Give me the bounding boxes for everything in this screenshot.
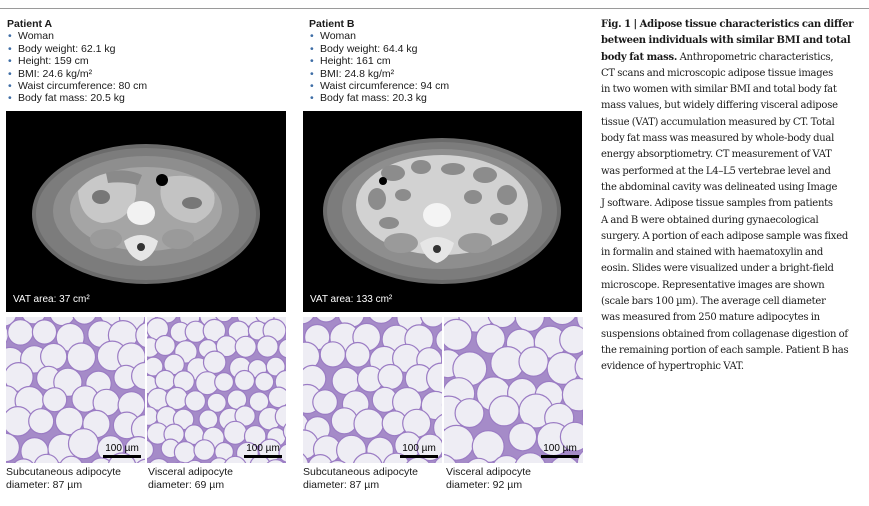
scale-bar-b-subcut [400, 443, 438, 458]
histology-b-visceral [444, 317, 583, 463]
patient-b-height: • Height: 161 cm [309, 55, 599, 67]
patient-a-bmi: • BMI: 24.6 kg/m² [7, 68, 297, 80]
scale-label: 100 µm [402, 443, 436, 454]
scale-bar-a-subcut [103, 443, 141, 458]
caption-title-end: body fat mass. [601, 51, 678, 63]
caption-a-subcut [6, 466, 121, 492]
patient-a-sex: • Woman [7, 30, 297, 42]
scale-line [541, 455, 579, 458]
ct-scan-patient-a [6, 111, 286, 312]
vat-area-label-b: VAT area: 133 cm² [310, 294, 393, 305]
patient-b-waist: • Waist circumference: 94 cm [309, 80, 599, 92]
figure-caption [601, 17, 869, 376]
ct-scan-patient-b [303, 111, 582, 312]
caption-text-line: body fat mass was measured by whole-body dual [601, 133, 835, 145]
caption-mixed-line [601, 50, 869, 66]
patient-b-weight: • Body weight: 64.4 kg [309, 43, 599, 55]
caption-title-line: between individuals with similar BMI and total [601, 35, 851, 47]
caption-text-line: the remaining portion of each sample. Patient B has [601, 344, 849, 356]
adipocyte-cells-a-subcut [6, 317, 145, 463]
top-rule [0, 8, 869, 9]
patient-a-title: Patient A [7, 18, 53, 30]
caption-text-line: was measured from 250 mature adipocytes in [601, 312, 820, 324]
scale-line [103, 455, 141, 458]
caption-text-line: suspensions obtained from collagenase digestion of [601, 328, 848, 340]
caption-line: diameter: 87 µm [303, 479, 380, 491]
caption-title-line: Fig. 1 | Adipose tissue characteristics can differ [601, 19, 854, 30]
ct-image-b [303, 111, 582, 312]
patient-b-sex: • Woman [309, 30, 599, 42]
adipocyte-cells-a-visceral [147, 317, 286, 463]
caption-text-line: mass values, but widely differing visceral adipose [601, 100, 838, 112]
caption-text-line: surgery. A portion of each adipose sample was fixed [601, 230, 849, 242]
vat-area-label-a: VAT area: 37 cm² [13, 294, 90, 305]
caption-text-line: A and B were obtained during gynaecological [601, 214, 819, 226]
caption-text-line: tissue (VAT) accumulation measured by CT. Total [601, 116, 835, 128]
patient-a-height: • Height: 159 cm [7, 55, 297, 67]
patient-a-list [7, 30, 297, 104]
patient-b-list [309, 30, 599, 104]
patient-b-title: Patient B [309, 18, 355, 30]
scale-line [400, 455, 438, 458]
caption-text-line: eosin. Slides were visualized under a bright-field [601, 263, 834, 275]
histology-b-subcutaneous [303, 317, 442, 463]
patient-b-details [309, 18, 599, 105]
scale-bar-a-visceral [244, 443, 282, 458]
scale-label: 100 µm [105, 443, 139, 454]
caption-text-start: Anthropometric characteristics, [677, 51, 834, 63]
caption-text-line: J software. Adipose tissue samples from patients [601, 198, 833, 210]
caption-line: Subcutaneous adipocyte [303, 466, 419, 478]
patient-b-bmi: • BMI: 24.8 kg/m² [309, 68, 599, 80]
caption-line: diameter: 87 µm [6, 479, 83, 491]
adipocyte-cells-b-subcut [303, 317, 442, 463]
caption-text-line: energy absorptiometry. CT measurement of VAT [601, 149, 832, 161]
caption-text-line: microscope. Representative images are shown [601, 279, 825, 291]
caption-text-line: (scale bars 100 µm). The average cell diameter [601, 296, 826, 308]
caption-text-line: was performed at the L4–L5 vertebrae level and [601, 165, 831, 177]
patient-a-details [7, 18, 297, 105]
caption-line: diameter: 69 µm [148, 479, 225, 491]
caption-b-visceral [446, 466, 531, 492]
caption-line: Visceral adipocyte [446, 466, 532, 478]
ct-image-a [6, 111, 286, 312]
patient-a-fat-mass: • Body fat mass: 20.5 kg [7, 92, 297, 104]
patient-a-waist: • Waist circumference: 80 cm [7, 80, 297, 92]
scale-label: 100 µm [543, 443, 577, 454]
patient-b-fat-mass: • Body fat mass: 20.3 kg [309, 92, 599, 104]
caption-line: Subcutaneous adipocyte [6, 466, 122, 478]
caption-line: diameter: 92 µm [446, 479, 523, 491]
patient-a-weight: • Body weight: 62.1 kg [7, 43, 297, 55]
caption-text-line: evidence of hypertrophic VAT. [601, 361, 744, 373]
scale-line [244, 455, 282, 458]
caption-text-line: in formalin and stained with haematoxylin and [601, 247, 824, 259]
scale-bar-b-visceral [541, 443, 579, 458]
caption-a-visceral [148, 466, 233, 492]
caption-text-line: the abdominal cavity was delineated using Image [601, 181, 838, 193]
histology-a-visceral [147, 317, 286, 463]
caption-text-line: in two women with similar BMI and total body fat [601, 84, 837, 96]
caption-body [601, 66, 869, 376]
caption-text-line: CT scans and microscopic adipose tissue images [601, 67, 833, 79]
adipocyte-cells-b-visceral [444, 317, 583, 463]
caption-b-subcut [303, 466, 418, 492]
scale-label: 100 µm [246, 443, 280, 454]
histology-a-subcutaneous [6, 317, 145, 463]
caption-line: Visceral adipocyte [148, 466, 234, 478]
